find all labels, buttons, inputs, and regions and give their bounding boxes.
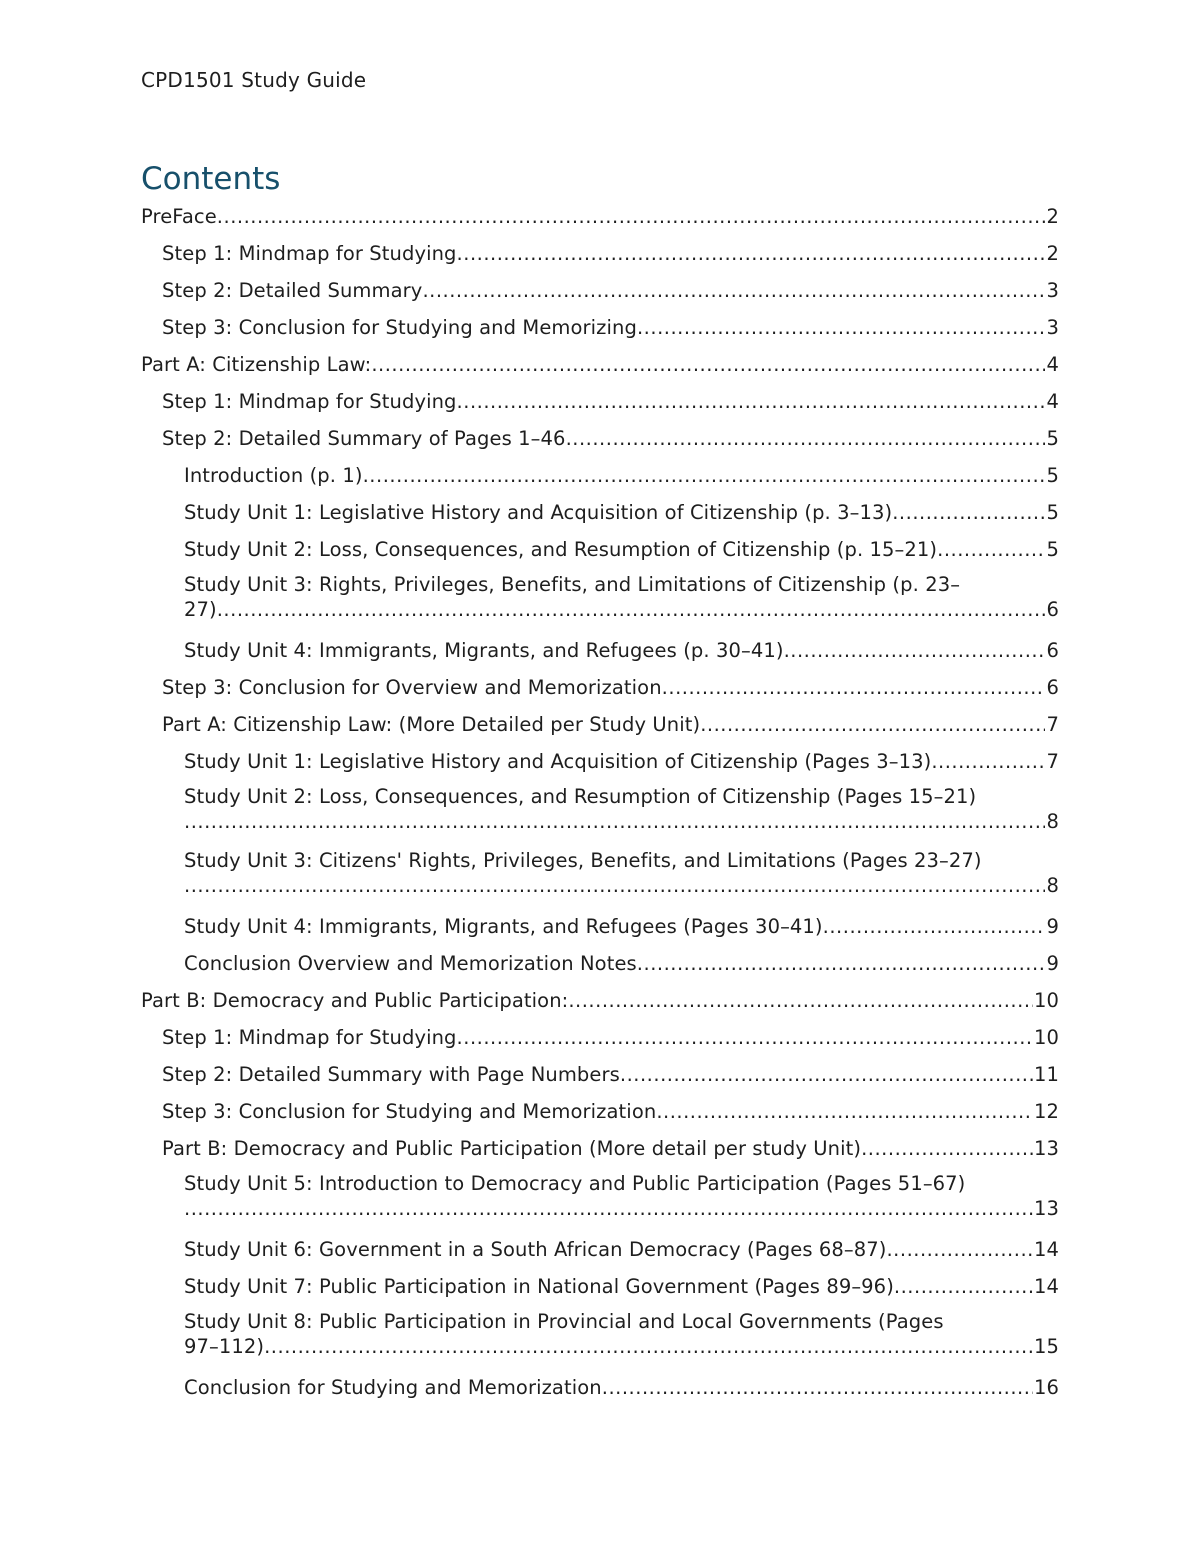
toc-entry-title: Study Unit 2: Loss, Consequences, and Resumption of Citizenship (Pages 15–21) [184,785,977,808]
toc-page-number: 5 [1046,538,1059,561]
toc-entry-title: Study Unit 5: Introduction to Democracy and Public Participation (Pages 51–67) [184,1172,966,1195]
dot-leader [931,745,1045,779]
toc-page-number: 7 [1046,713,1059,736]
dot-leader [784,634,1046,668]
toc-page-number: 6 [1046,676,1059,699]
dot-leader [637,311,1046,345]
toc-heading: Contents [141,161,281,197]
toc-page-number: 13 [1033,1137,1059,1160]
toc-entry[interactable] [141,1095,1059,1132]
toc-entry-title: Step 3: Conclusion for Studying and Memorizing [162,316,637,339]
toc-page-number: 10 [1033,989,1059,1012]
dot-leader [861,1132,1033,1166]
toc-entry-title: Introduction (p. 1) [184,464,363,487]
toc-entry[interactable] [141,1233,1059,1270]
dot-leader [457,237,1046,271]
toc-entry-title: Part A: Citizenship Law: (More Detailed per Study Unit) [162,713,701,736]
dot-leader [457,385,1046,419]
toc-entry[interactable] [141,496,1059,533]
dot-leader [457,1021,1033,1055]
dot-leader [892,496,1045,530]
toc-entry-title: Study Unit 1: Legislative History and Acquisition of Citizenship (p. 3–13) [184,501,893,524]
toc-entry-title: Conclusion Overview and Memorization Notes [184,952,637,975]
toc-entry[interactable] [141,237,1059,274]
toc-entry-title: Part A: Citizenship Law: [141,353,372,376]
toc-entry[interactable] [141,311,1059,348]
toc-page-number: 14 [1033,1238,1059,1261]
toc-entry[interactable] [141,1132,1059,1169]
toc-entry[interactable] [141,422,1059,459]
dot-leader [371,348,1045,382]
dot-leader [823,910,1046,944]
toc-entry-title: Step 3: Conclusion for Studying and Memorization [162,1100,657,1123]
toc-entry-title: Part B: Democracy and Public Participation (More detail per study Unit) [162,1137,862,1160]
toc-entry[interactable] [141,782,1059,846]
toc-entry[interactable] [141,274,1059,311]
toc-entry-title: Step 2: Detailed Summary of Pages 1–46 [162,427,566,450]
dot-leader [602,1371,1033,1405]
dot-leader [566,422,1046,456]
toc-page-number: 7 [1046,750,1059,773]
dot-leader [620,1058,1033,1092]
toc-page-number: 6 [1046,598,1059,621]
toc-entry-title: Step 1: Mindmap for Studying [162,390,457,413]
toc-entry-title: Part B: Democracy and Public Participation: [141,989,569,1012]
dot-leader [937,533,1045,567]
toc-entry[interactable] [141,1307,1059,1371]
toc-entry-title: Step 2: Detailed Summary [162,279,423,302]
toc-entry[interactable] [141,1371,1059,1408]
toc-page-number: 2 [1046,205,1059,228]
dot-leader [184,1196,1033,1222]
toc-entry[interactable] [141,1169,1059,1233]
toc-page-number: 12 [1033,1100,1059,1123]
toc-entry-title: Study Unit 3: Citizens' Rights, Privileges, Benefits, and Limitations (Pages 23–27) [184,849,982,872]
dot-leader [568,984,1033,1018]
toc-entry-title: Step 1: Mindmap for Studying [162,1026,457,1049]
toc-entry[interactable] [141,708,1059,745]
dot-leader [894,1270,1033,1304]
toc-page-number: 9 [1046,915,1059,938]
toc-entry[interactable] [141,385,1059,422]
dot-leader [264,1334,1033,1360]
toc-entry-title: Step 1: Mindmap for Studying [162,242,457,265]
toc-page-number: 5 [1046,501,1059,524]
toc-entry-title: Study Unit 6: Government in a South African Democracy (Pages 68–87) [184,1238,887,1261]
toc-entry[interactable] [141,1021,1059,1058]
toc-entry-title: Study Unit 8: Public Participation in Provincial and Local Governments (Pages [184,1310,944,1333]
toc-page-number: 2 [1046,242,1059,265]
toc-entry[interactable] [141,671,1059,708]
toc-entry-title: Study Unit 1: Legislative History and Acquisition of Citizenship (Pages 3–13) [184,750,932,773]
toc-entry[interactable] [141,910,1059,947]
toc-entry-title: Study Unit 7: Public Participation in National Government (Pages 89–96) [184,1275,894,1298]
toc-page-number: 5 [1046,464,1059,487]
toc-page-number: 4 [1046,390,1059,413]
toc-entry[interactable] [141,846,1059,910]
toc-entry[interactable] [141,1270,1059,1307]
toc-entry[interactable] [141,459,1059,496]
table-of-contents [141,200,1059,1408]
toc-page-number: 4 [1046,353,1059,376]
toc-entry-title: Study Unit 2: Loss, Consequences, and Resumption of Citizenship (p. 15–21) [184,538,938,561]
dot-leader [662,671,1046,705]
dot-leader [184,809,1045,835]
toc-entry-title: Study Unit 3: Rights, Privileges, Benefits, and Limitations of Citizenship (p. 23– [184,573,961,596]
toc-page-number: 11 [1033,1063,1059,1086]
toc-entry[interactable] [141,984,1059,1021]
toc-entry[interactable] [141,1058,1059,1095]
dot-leader [886,1233,1033,1267]
dot-leader [637,947,1046,981]
toc-page-number: 9 [1046,952,1059,975]
toc-page-number: 14 [1033,1275,1059,1298]
toc-entry-title-continuation: 27) [184,598,217,621]
toc-entry-title: Conclusion for Studying and Memorization [184,1376,602,1399]
toc-entry[interactable] [141,634,1059,671]
toc-entry-title: Study Unit 4: Immigrants, Migrants, and Refugees (Pages 30–41) [184,915,823,938]
toc-page-number: 8 [1046,874,1059,897]
toc-page-number: 13 [1033,1197,1059,1220]
toc-page-number: 10 [1033,1026,1059,1049]
toc-entry[interactable] [141,570,1059,634]
toc-entry-title: Study Unit 4: Immigrants, Migrants, and Refugees (p. 30–41) [184,639,784,662]
toc-page-number: 15 [1033,1335,1059,1358]
toc-entry-title: Step 3: Conclusion for Overview and Memorization [162,676,662,699]
toc-page-number: 5 [1046,427,1059,450]
toc-entry[interactable] [141,745,1059,782]
toc-entry-title: PreFace [141,205,217,228]
toc-entry[interactable] [141,947,1059,984]
toc-page-number: 3 [1046,279,1059,302]
dot-leader [217,597,1046,623]
page-header: CPD1501 Study Guide [141,68,367,92]
dot-leader [422,274,1045,308]
toc-page-number: 3 [1046,316,1059,339]
toc-entry-title-continuation: 97–112) [184,1335,265,1358]
dot-leader [184,873,1045,899]
dot-leader [656,1095,1033,1129]
dot-leader [700,708,1045,742]
dot-leader [217,200,1046,234]
toc-entry-title: Step 2: Detailed Summary with Page Numbers [162,1063,620,1086]
toc-entry[interactable] [141,348,1059,385]
toc-entry[interactable] [141,533,1059,570]
toc-page-number: 16 [1033,1376,1059,1399]
toc-page-number: 6 [1046,639,1059,662]
toc-page-number: 8 [1046,810,1059,833]
dot-leader [363,459,1046,493]
toc-entry[interactable] [141,200,1059,237]
